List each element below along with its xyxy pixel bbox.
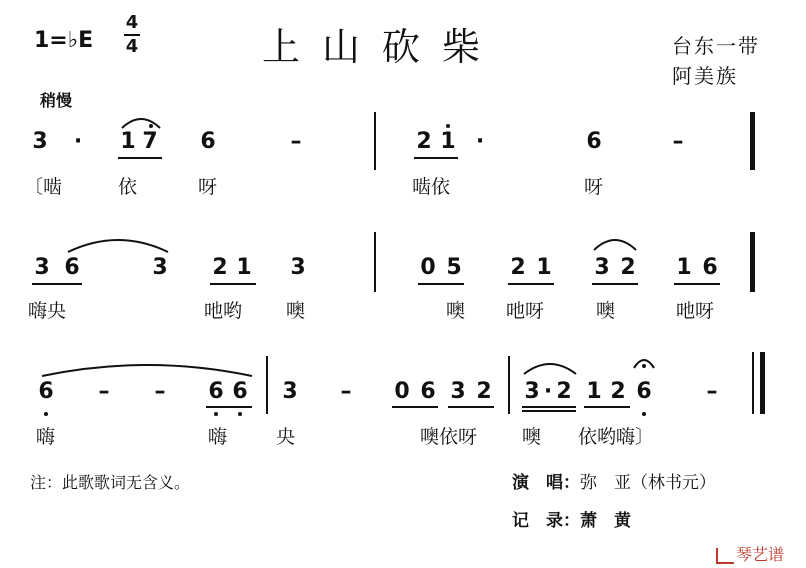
barline (374, 232, 376, 292)
note: 2 (212, 255, 228, 280)
note: 1 (676, 255, 692, 280)
lyric: 啮依 (412, 176, 451, 198)
underline (418, 283, 464, 285)
underline (414, 157, 458, 159)
note: 2 (510, 255, 526, 280)
lyric: 嗨央 (28, 300, 67, 322)
lyric: 央 (276, 426, 296, 448)
lyric: 吔哟 (204, 300, 243, 322)
slur (120, 112, 162, 130)
low-octave-dot (44, 412, 48, 416)
lyric: 吔呀 (676, 300, 715, 322)
underline (522, 410, 576, 412)
note: 6 (232, 379, 248, 404)
note: 7 (142, 129, 158, 154)
underline (584, 406, 630, 408)
footnote: 注：此歌歌词无含义。 (30, 473, 191, 492)
underline (32, 283, 82, 285)
underline (592, 283, 638, 285)
underline (206, 406, 252, 408)
note: 5 (446, 255, 462, 280)
watermark-logo (716, 542, 784, 565)
high-octave-dot (446, 124, 450, 128)
dash: – (98, 379, 110, 404)
lyric: 噢 (446, 300, 466, 322)
note: 6 (64, 255, 80, 280)
slur (66, 234, 170, 254)
note: 3 (32, 129, 48, 154)
note: 1 (440, 129, 456, 154)
dash: – (672, 129, 684, 154)
note: 6 (702, 255, 718, 280)
slur (592, 234, 638, 252)
underline (522, 406, 576, 408)
low-octave-dot (642, 412, 646, 416)
singer-name: 弥 亚（林书元） (580, 473, 716, 493)
note: 1 (120, 129, 136, 154)
recorder-label: 记 录： (512, 511, 580, 531)
underline (448, 406, 494, 408)
barline (266, 356, 268, 414)
note: 3 (282, 379, 298, 404)
note: 3 (34, 255, 50, 280)
watermark-text: 琴艺谱 (736, 545, 785, 564)
low-octave-dot (214, 412, 218, 416)
underline (118, 157, 162, 159)
underline (210, 283, 256, 285)
low-octave-dot (238, 412, 242, 416)
note: 0 (394, 379, 410, 404)
note: 3 (594, 255, 610, 280)
note: 6 (636, 379, 652, 404)
origin-people: 阿美族 (672, 64, 738, 88)
tie (40, 358, 254, 378)
lyric: 噢依呀 (420, 426, 478, 448)
lyric: 吔呀 (506, 300, 545, 322)
note: 2 (556, 379, 572, 404)
dash: – (340, 379, 352, 404)
dash: – (706, 379, 718, 404)
note: 2 (476, 379, 492, 404)
dot-extension: · (475, 129, 485, 154)
underline (674, 283, 720, 285)
dash: – (290, 129, 302, 154)
recorder-name: 萧 黄 (580, 511, 631, 531)
underline (392, 406, 438, 408)
note: 3 (152, 255, 168, 280)
slur (522, 358, 578, 376)
time-signature-bottom: 4 (125, 36, 139, 57)
barline (508, 356, 510, 414)
singer-label: 演 唱： (512, 473, 580, 493)
barline (750, 112, 755, 170)
note: 3 (524, 379, 540, 404)
dash: – (154, 379, 166, 404)
lyric: 噢 (522, 426, 542, 448)
high-octave-dot (149, 124, 153, 128)
lyric: 嗨 (36, 426, 56, 448)
note: 2 (620, 255, 636, 280)
note: 3 (450, 379, 466, 404)
lyric: 依 (118, 176, 138, 198)
note: 1 (536, 255, 552, 280)
note: 1 (236, 255, 252, 280)
origin-region: 台东一带 (672, 34, 760, 58)
final-barline-thick (760, 352, 765, 414)
note: 6 (420, 379, 436, 404)
watermark-icon (716, 548, 734, 564)
lyric: 依哟嗨〕 (578, 426, 655, 448)
lyric: 噢 (596, 300, 616, 322)
note: 3 (290, 255, 306, 280)
tempo-marking: 稍慢 (40, 91, 73, 110)
note: 0 (420, 255, 436, 280)
time-signature-top: 4 (125, 12, 139, 33)
lyric: 呀 (198, 176, 218, 198)
note: 2 (610, 379, 626, 404)
barline (374, 112, 376, 170)
note: 6 (38, 379, 54, 404)
note: 6 (586, 129, 602, 154)
fermata (632, 350, 656, 372)
lyric: 噢 (286, 300, 306, 322)
note: 2 (416, 129, 432, 154)
lyric: 嗨 (208, 426, 228, 448)
underline (508, 283, 554, 285)
song-title: 上山砍柴 (262, 25, 503, 69)
final-barline-thin (752, 352, 754, 414)
note: 6 (208, 379, 224, 404)
key-signature: 1=♭E (34, 28, 94, 53)
dot-extension: · (543, 379, 553, 404)
note: 1 (586, 379, 602, 404)
dot-extension: · (73, 129, 83, 154)
note: 6 (200, 129, 216, 154)
lyric: 〔啮 (24, 176, 63, 198)
lyric: 呀 (584, 176, 604, 198)
barline (750, 232, 755, 292)
